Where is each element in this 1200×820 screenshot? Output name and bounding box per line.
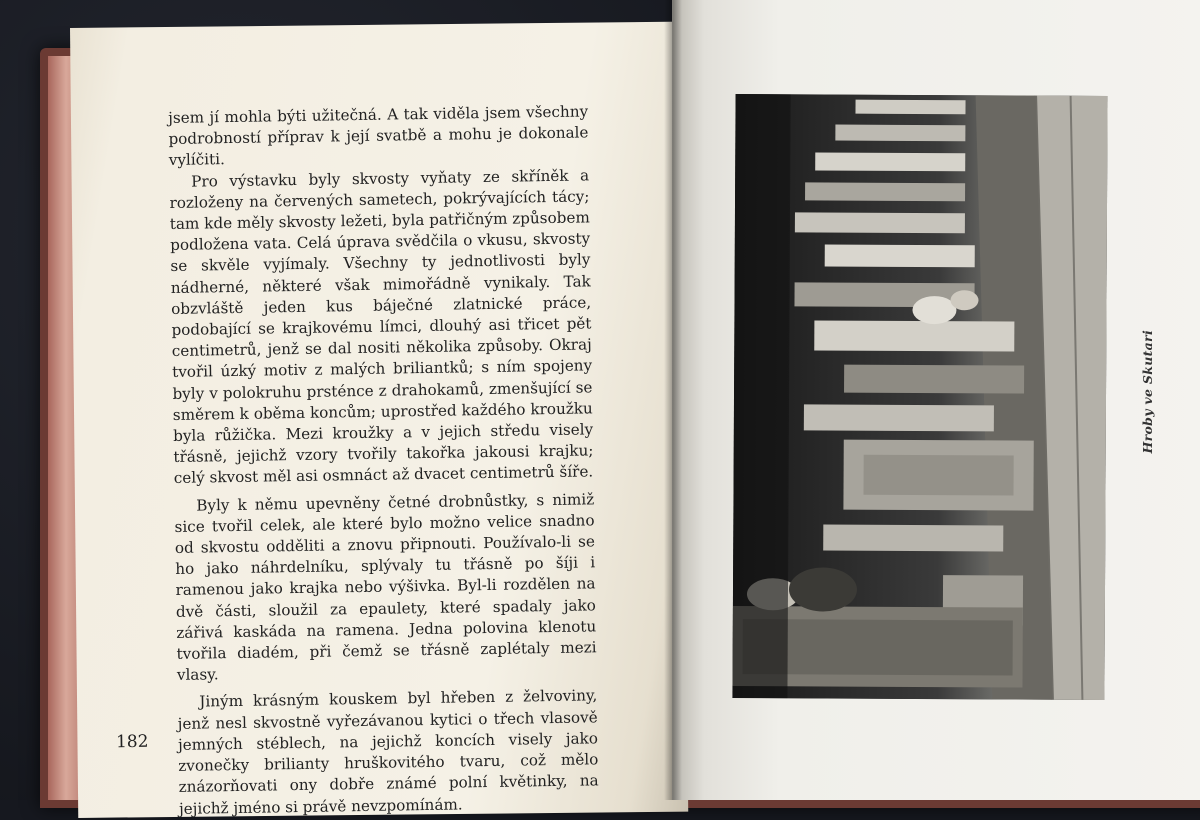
paragraph-1: jsem jí mohla býti užitečná. A tak viděla jsem všechny podrobností příprav k její svatbě a mohu je dokonale vylíčiti. xyxy=(168,102,589,170)
cemetery-photograph xyxy=(732,94,1107,700)
book-gutter xyxy=(664,0,682,800)
paragraph-4: Jiným krásným kouskem byl hřeben z želvoviny, jenž nesl skvostně vyřezávanou kytici o třech vlasově jemných stéblech, na jejichž koncích visely jako zvonečky brilianty hruškovitého tvaru, což mělo znázorňovati ony dobře známé polní květinky, na jejichž jméno si právě nevzpomínám. xyxy=(177,686,599,818)
page-number: 182 xyxy=(115,731,149,753)
left-page-text xyxy=(168,101,599,819)
graves-photo-illustration xyxy=(732,94,1107,700)
paragraph-3: Byly k němu upevněny četné drobnůstky, s nimiž sice tvořil celek, ale které bylo možno velice snadno od skvostu odděliti a znovu připnouti. Používalo-li se ho jako náhrdelníku, splývaly tu třásně po šíji i ramenou jako krajka nebo výšivka. Byl-li rozdělen na dvě části, sloužil za epaulety, které spadaly jako zářivá kaskáda na ramena. Jedna polovina klenotu tvořila diadém, při čemž se třásně zaplétaly mezi vlasy. xyxy=(174,490,597,685)
photo-caption: Hroby ve Skutari xyxy=(1140,330,1155,454)
paragraph-2: Pro výstavku byly skvosty vyňaty ze skříněk a rozloženy na červených sametech, pokrývajících tácy; tam kde měly skvosty ležeti, byla patřičným způsobem podložena vata. Celá úprava svědčila o vkusu, skvosty se skvěle vyjímaly. Všechny ty jednotlivosti byly nádherné, některé však mimořádně vynikaly. Tak obzvláště jeden kus báječné zlatnické práce, podobající se krajkovému límci, dlouhý asi třicet pět centimetrů, jenž se dal nositi několika způsoby. Okraj tvořil úzký motiv z malých briliantků; s ním spojeny byly v polokruhu prsténce z drahokamů, zmenšující se směrem k oběma koncům; uprostřed každého kroužku byla růžička. Mezi kroužky a v jejich středu visely třásně, jejichž vzory tvořily takořka jakousi krajku; celý skvost měl asi osmnáct až dvacet centimetrů šíře. xyxy=(169,166,594,488)
